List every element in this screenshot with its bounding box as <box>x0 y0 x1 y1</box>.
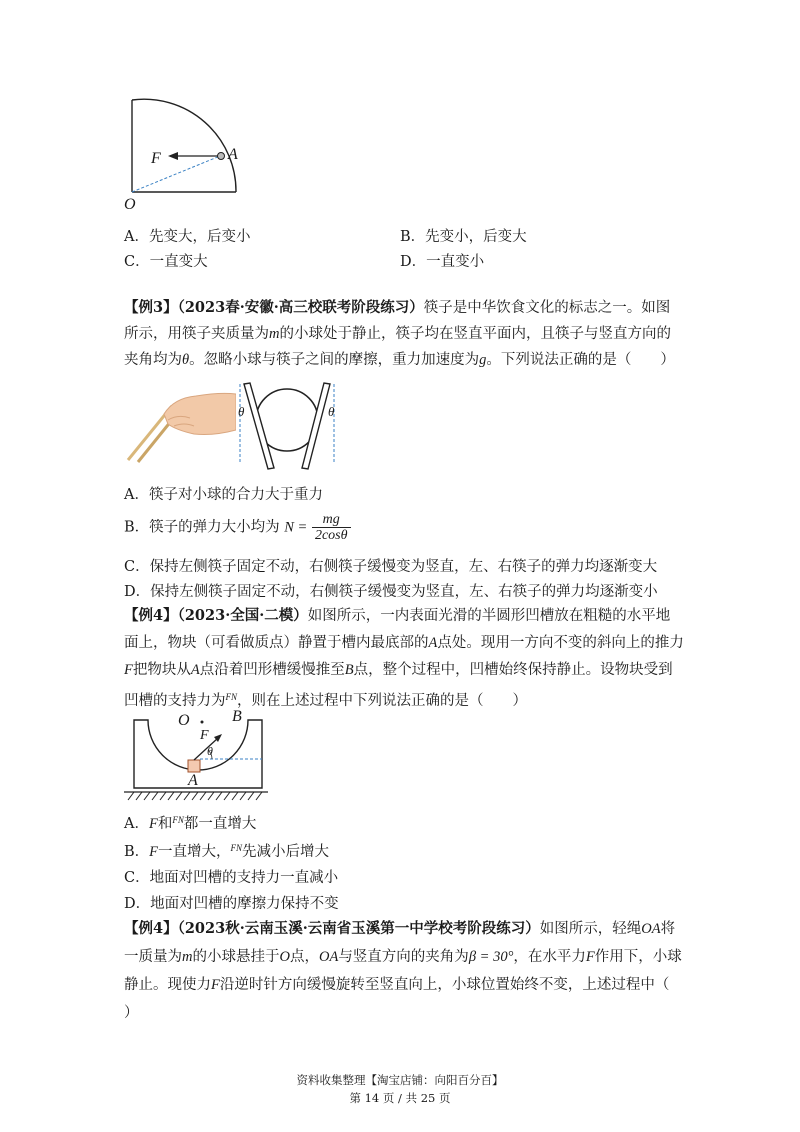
example-4a-tag: 【例4】 <box>124 607 178 624</box>
var-g: g <box>479 352 487 368</box>
fig1-label-A: A <box>228 146 238 163</box>
example-3-option-d[interactable]: D．保持左侧筷子固定不动，右侧筷子缓慢变为竖直，左、右筷子的弹力均逐渐变小 <box>124 584 658 600</box>
var-B: B <box>344 662 354 678</box>
fig1-label-O: O <box>124 196 136 213</box>
option-text: 和 <box>157 816 173 832</box>
example-4b-text: 点， <box>289 949 319 965</box>
prev-option-b[interactable]: B．先变小，后变大 <box>400 229 527 245</box>
example-3-option-b[interactable] <box>124 512 351 543</box>
groove-label-F: F <box>200 728 209 743</box>
formula-fraction <box>312 512 351 543</box>
fig-theta-right: θ <box>328 404 335 419</box>
var-F: F <box>148 816 158 832</box>
prev-option-c[interactable]: C．一直变大 <box>124 254 208 270</box>
option-text: 先减小后增大 <box>242 844 330 860</box>
chopsticks-hand-image <box>124 384 236 464</box>
example-4b-stem <box>124 915 684 1027</box>
example-4a-text: 点，整个过程中，凹槽始终保持静止。设物块受到凹槽的支持力为 <box>124 662 673 709</box>
var-OA: OA <box>318 949 339 965</box>
example-4a-text: 如图所示，一内表面光滑的半圆形凹槽放在粗糙的水平地面上，物块（可看做质点）静置于槽内最底部的 <box>124 608 671 651</box>
var-FN: FN <box>172 815 184 825</box>
example-4a-text: ，则在上述过程中下列说法正确的是（ ） <box>237 693 528 709</box>
example-4b-text: 沿逆时针方向缓慢旋转至竖直向上，小球位置始终不变，上述过程中（ <box>219 977 670 993</box>
example-4a-option-d[interactable]: D．地面对凹槽的摩擦力保持不变 <box>124 896 339 912</box>
example-4a-stem <box>124 602 684 715</box>
option-text: B． <box>124 844 150 860</box>
page-number: 第 14 页 / 共 25 页 <box>349 1091 451 1105</box>
option-text: A． <box>124 816 149 832</box>
example-4b-text: 将一质量为 <box>124 921 676 965</box>
example-4a-option-c[interactable]: C．地面对凹槽的支持力一直减小 <box>124 870 339 886</box>
var-m: m <box>269 326 280 342</box>
fig1-label-F: F <box>151 150 161 167</box>
var-F: F <box>124 662 133 678</box>
option-b-text: B．筷子的弹力大小均为 <box>124 519 280 536</box>
example-4b-text: 如图所示，轻绳 <box>539 921 642 937</box>
var-O: O <box>279 949 290 965</box>
example-4b-text: ） <box>124 1005 139 1021</box>
example-4a-text: 把物块从 <box>132 662 191 678</box>
example-3-text: 筷子是中华饮食文化的标志之一。如图所示，用筷子夹质量为 <box>124 300 671 342</box>
var-A: A <box>190 662 200 678</box>
var-F: F <box>211 977 220 993</box>
example-4b-text: ，在水平力 <box>513 949 586 965</box>
example-4a-text: 点沿着凹形槽缓慢推至 <box>199 662 345 678</box>
var-FN: FN <box>225 692 238 702</box>
example-4a-option-a[interactable] <box>124 812 256 833</box>
formula-lhs: N = <box>284 519 308 536</box>
var-FN: FN <box>230 843 243 853</box>
example-3-stem <box>124 295 684 373</box>
chopsticks-ball-diagram <box>236 382 340 474</box>
option-text: 一直增大， <box>158 844 231 860</box>
groove-label-B: B <box>232 708 242 725</box>
fraction-numerator: mg <box>312 512 351 528</box>
example-3-option-c[interactable]: C．保持左侧筷子固定不动，右侧筷子缓慢变为竖直，左、右筷子的弹力均逐渐变大 <box>124 559 658 575</box>
var-F: F <box>585 949 595 965</box>
footer-source: 资料收集整理【淘宝店铺：向阳百分百】 <box>296 1073 504 1087</box>
prev-option-a[interactable]: A．先变大，后变小 <box>124 229 251 245</box>
var-beta: β = 30° <box>468 949 514 965</box>
example-4a-source: （2023·全国·二模） <box>177 607 308 624</box>
example-4b-source: （2023秋·云南玉溪·云南省玉溪第一中学校考阶段练习） <box>177 920 540 937</box>
fraction-denominator: 2cosθ <box>314 528 348 543</box>
groove-label-O: O <box>178 712 190 729</box>
example-3-text: 。忽略小球与筷子之间的摩擦，重力加速度为 <box>189 352 480 368</box>
prev-option-d[interactable]: D．一直变小 <box>400 254 485 270</box>
var-F: F <box>149 844 159 860</box>
var-A: A <box>428 635 438 651</box>
var-m: m <box>182 949 193 965</box>
example-3-text: 的小球处于静止，筷子均在竖直平面内，且筷子与竖直方向的夹角均为 <box>124 326 671 368</box>
example-4b-text: 的小球悬挂于 <box>192 949 280 965</box>
example-3-tag: 【例3】 <box>124 299 178 316</box>
example-3-source: （2023春·安徽·高三校联考阶段练习） <box>177 299 424 316</box>
fig-theta-left: θ <box>238 404 245 419</box>
var-OA: OA <box>641 921 661 937</box>
example-4a-text: 点处。现用一方向不变的斜向上的推力 <box>437 635 684 651</box>
var-theta: θ <box>182 352 190 368</box>
groove-label-A: A <box>188 772 198 789</box>
example-3-option-a[interactable]: A．筷子对小球的合力大于重力 <box>124 487 323 503</box>
option-text: 都一直增大 <box>183 816 257 832</box>
example-4b-text: 作用下，小球静止。现使力 <box>124 949 682 993</box>
example-4b-tag: 【例4】 <box>124 920 178 937</box>
example-4a-option-b[interactable] <box>124 840 329 861</box>
example-4b-text: 与竖直方向的夹角为 <box>338 949 469 965</box>
groove-label-theta: θ <box>207 744 213 758</box>
example-3-text: 。下列说法正确的是（ ） <box>486 352 675 368</box>
